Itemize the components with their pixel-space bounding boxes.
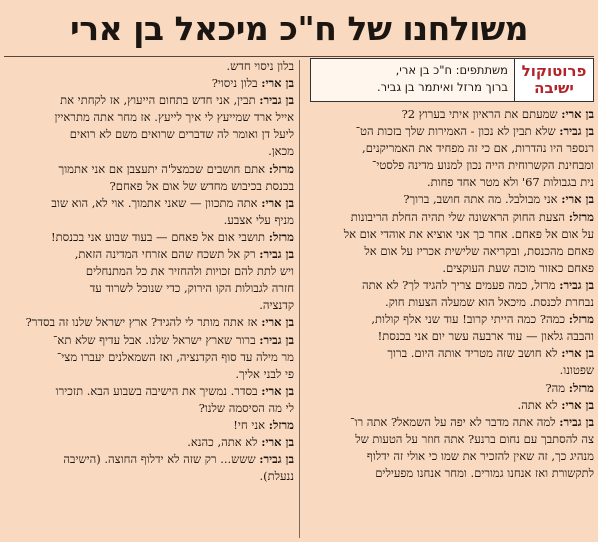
line-text: מנהיג כך, זה שאין להזכיר את שמו כי אולי זה ידלוף xyxy=(366,448,594,463)
speaker-label: בן ארי: xyxy=(561,346,594,361)
line-text: אתה מתכוון — שאני אתמוך. אוי לא, הוא שוב xyxy=(51,195,262,210)
line-text: שפטונו. xyxy=(559,363,594,378)
text-line xyxy=(4,417,294,434)
line-text: צה להסתבך עם נחום ברנע? אתה חוזר על הטעות של xyxy=(355,431,594,446)
text-line xyxy=(310,362,594,379)
text-line xyxy=(310,345,594,362)
text-line xyxy=(4,280,294,297)
line-text: מר מילה עד סוף הקדנציה, ואז השמאלנים יעברו מצי־ xyxy=(56,349,294,364)
text-line xyxy=(4,92,294,109)
line-text: ומבחינת הקשרוחית הייה נכון למנוע מדינה פלסטי־ xyxy=(371,158,594,173)
text-line xyxy=(4,58,294,75)
protocol-label-line1: פרוטוקול xyxy=(521,62,587,80)
text-line xyxy=(310,380,594,397)
line-text: בלון ניסוי חדש. xyxy=(226,59,294,73)
text-line xyxy=(310,157,594,174)
participants-line1: משתתפים: ח"כ בן ארי, xyxy=(395,63,508,77)
speaker-label: בן גביר: xyxy=(259,452,294,467)
text-line xyxy=(310,191,594,208)
text-line xyxy=(310,397,594,414)
line-text: אייל ארד שמייעץ לי איך לייעץ. אז מחר אתה מתראיין xyxy=(54,110,294,125)
line-text: לא אתה. xyxy=(517,397,562,412)
line-text: נבחרת לכנסת. מיכאל הוא שמעלה הצעות חוק. xyxy=(385,295,594,310)
text-line xyxy=(310,226,594,243)
line-text: פי לבני אליך. xyxy=(235,366,294,381)
column-divider xyxy=(299,60,300,538)
headline-rule xyxy=(4,56,594,57)
speaker-label: מרזל: xyxy=(268,417,294,432)
line-text: בלון ניסוי? xyxy=(211,76,262,91)
text-line xyxy=(310,465,594,482)
line-text: למה אתה מדבר לא יפה על השמאל? אתה רו־ xyxy=(350,414,560,429)
line-text: והבבה גלאון — עוד ארבעה עשר יום אני בכנסת! xyxy=(377,329,594,344)
text-line xyxy=(4,314,294,331)
line-text: כמה? כמה הייתי קרוב! עוד שני אלף קולות, xyxy=(371,312,569,327)
text-line xyxy=(310,123,594,140)
text-line xyxy=(4,143,294,160)
speaker-label: בן ארי: xyxy=(561,397,594,412)
line-text: חזרה לגבולות הקו הירוק, כדי שנוכל לשרוד עד xyxy=(89,281,294,296)
line-text: בסדר. נמשיך את הישיבה בשבוע הבא. תזכירו xyxy=(55,383,262,398)
left-column-text xyxy=(4,58,294,485)
text-line xyxy=(310,106,594,123)
text-line xyxy=(4,468,294,485)
text-line xyxy=(4,349,294,366)
line-text: לתקשורת ואז אנחנו גמורים. ומחר אנחנו מפעילים xyxy=(375,465,594,480)
text-line xyxy=(4,75,294,92)
line-text: ששש... רק שזה לא ידלוף החוצה. (הישיבה xyxy=(63,452,260,467)
line-text: אני חי! xyxy=(233,417,269,432)
line-text: אז אתה מותר לי להגיד? ארץ ישראל שלנו זה בסדר? xyxy=(25,315,262,330)
speaker-label: בן ארי: xyxy=(261,195,294,210)
speaker-label: בן ארי: xyxy=(261,383,294,398)
text-line xyxy=(310,277,594,294)
text-line xyxy=(4,246,294,263)
line-text: מניף עלי אצבע. xyxy=(223,212,294,227)
speaker-label: בן ארי: xyxy=(561,192,594,207)
speaker-label: בן גביר: xyxy=(559,414,594,429)
protocol-label xyxy=(514,58,594,102)
text-line xyxy=(310,448,594,465)
text-line xyxy=(310,311,594,328)
line-text: פאחם כאזור מוכה שעת העוקצים. xyxy=(442,260,594,275)
speaker-label: בן ארי: xyxy=(261,315,294,330)
line-text: על אום אל פאחם. אחר כך אני אוציא את אוהדי אום אל xyxy=(343,226,594,241)
text-line xyxy=(310,243,594,260)
speaker-label: בן גביר: xyxy=(559,277,594,292)
text-line xyxy=(310,209,594,226)
line-text: תושבי אום אל פאחם — בעוד שבוע אני בכנסת! xyxy=(51,229,269,244)
speaker-label: בן ארי: xyxy=(261,435,294,450)
right-column-text xyxy=(310,106,594,482)
text-line xyxy=(310,140,594,157)
speaker-label: בן גביר: xyxy=(259,93,294,108)
protocol-box xyxy=(310,58,594,102)
text-line xyxy=(4,263,294,280)
line-text: הצעת החוק הראשונה שלי תהיה החלת הריבונות xyxy=(350,209,569,224)
line-text: פאחם מהכנסת, ובקריאה שלישית אכריז על אום אל xyxy=(364,243,594,258)
line-text: קדנציה. xyxy=(259,298,294,313)
speaker-label: בן גביר: xyxy=(259,247,294,262)
participants-text xyxy=(310,58,514,102)
left-column xyxy=(4,58,294,542)
line-text: לא אתה, כהנא. xyxy=(187,435,262,450)
line-text: בכנסת בכיבוש מחדש של אום אל פאחם? xyxy=(109,178,294,193)
text-line xyxy=(4,212,294,229)
text-line xyxy=(4,126,294,143)
text-line xyxy=(310,260,594,277)
line-text: ליעל דן ואומר לה שדברים שרואים משם לא רואים xyxy=(69,127,294,142)
text-line xyxy=(310,431,594,448)
speaker-label: בן ארי: xyxy=(261,76,294,91)
text-line xyxy=(4,161,294,178)
text-line xyxy=(4,109,294,126)
speaker-label: מרזל: xyxy=(268,229,294,244)
right-column xyxy=(310,58,594,542)
line-text: ננעלת). xyxy=(259,469,294,484)
text-line xyxy=(4,195,294,212)
speaker-label: מרזל: xyxy=(568,209,594,224)
line-text: ברור שארץ ישראל שלנו. אבל עדיף שלא תא־ xyxy=(53,332,260,347)
text-line xyxy=(4,383,294,400)
line-text: ויש לתת להם זכויות ולהחזיר את כל המתנחלים xyxy=(85,264,294,279)
text-line xyxy=(4,366,294,383)
line-text: לי מה הסיסמה שלנו? xyxy=(198,400,294,415)
protocol-label-line2: ישיבה xyxy=(534,79,574,97)
line-text: לא חושב שזה מטריד אותה היום. ברוך xyxy=(387,346,562,361)
text-line xyxy=(310,294,594,311)
speaker-label: מרזל: xyxy=(568,312,594,327)
text-line xyxy=(4,332,294,349)
speaker-label: בן ארי: xyxy=(561,107,594,121)
speaker-label: בן גביר: xyxy=(259,332,294,347)
headline: משולחנו של ח"כ מיכאל בן ארי xyxy=(70,9,528,48)
line-text: רק אל תשכח שהם אזרחי המדינה הזאת, xyxy=(74,247,260,262)
text-line xyxy=(310,414,594,431)
text-line xyxy=(310,174,594,191)
line-text: נית בגבולות 67' ולא מטר אחד פחות. xyxy=(427,175,594,190)
speaker-label: מרזל: xyxy=(568,380,594,395)
text-line xyxy=(4,451,294,468)
text-line xyxy=(4,297,294,314)
text-line xyxy=(4,229,294,246)
text-line xyxy=(4,434,294,451)
line-text: אתם חושבים שכמצל'ה יתעצבן אם אני אתמוך xyxy=(58,161,269,176)
line-text: שמעתם את הראיון איתי בערוץ 2? xyxy=(401,107,562,121)
line-text: שלא תבין לא נכון - האמירות שלך בזכות הט־ xyxy=(355,124,560,139)
text-line xyxy=(4,400,294,417)
line-text: מה? xyxy=(545,380,569,395)
line-text: מרזל, כמה פעמים צריך להגיד לך? לא אתה xyxy=(362,277,560,292)
speaker-label: מרזל: xyxy=(268,161,294,176)
line-text: מכאן. xyxy=(268,144,294,159)
text-line xyxy=(4,178,294,195)
participants-line2: ברוך מרזל ואיתמר בן גביר. xyxy=(376,80,508,94)
line-text: תבין, אני חדש בתחום הייעוץ, אז לקחתי את xyxy=(60,93,260,108)
line-text: אני מבולבל. מה אתה חושב, ברוך? xyxy=(403,192,562,207)
speaker-label: בן גביר: xyxy=(559,124,594,139)
text-line xyxy=(310,328,594,345)
line-text: רנספר היו נהדרות, אם כי זה מפחיד את האמריקנים, xyxy=(362,141,594,156)
